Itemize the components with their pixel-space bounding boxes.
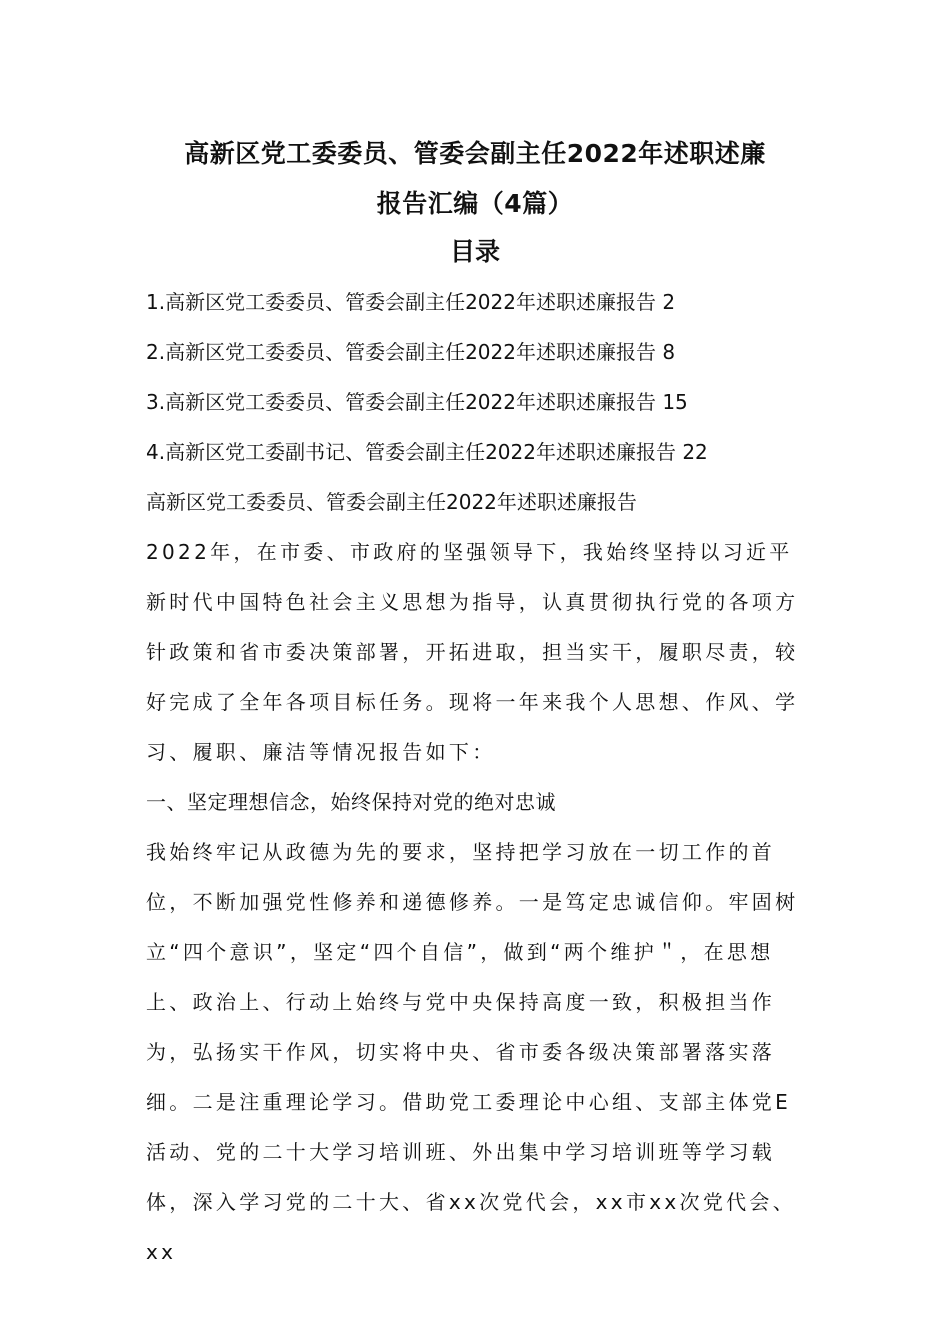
section-heading: 一、坚定理想信念，始终保持对党的绝对忠诚 xyxy=(146,790,556,814)
toc-heading: 目录 xyxy=(449,237,500,266)
document-title-line2: 报告汇编（4篇） xyxy=(376,189,574,218)
article-title: 高新区党工委委员、管委会副主任2022年述职述廉报告 xyxy=(146,490,637,514)
section-paragraph: 我始终牢记从政德为先的要求，坚持把学习放在一切工作的首位，不断加强党性修养和递德修养。一是笃定忠诚信仰。牢固树立“四个意识”，坚定“四个自信”，做到“两个维护＂，在思想上、政治上、行动上始终与党中央保持高度一致，积极担当作为，弘扬实干作风，切实将中央、省市委各级决策部署落实落细。二是注重理论学习。借助党工委理论中心组、支部主体党E活动、党的二十大学习培训班、外出集中学习培训班等学习载体，深入学习党的二十大、省xx次党代会，xx市xx次党代会、xx xyxy=(146,840,799,1264)
toc-item-3[interactable]: 3.高新区党工委委员、管委会副主任2022年述职述廉报告 15 xyxy=(146,390,688,414)
toc-item-4[interactable]: 4.高新区党工委副书记、管委会副主任2022年述职述廉报告 22 xyxy=(146,440,708,464)
toc-item-1[interactable]: 1.高新区党工委委员、管委会副主任2022年述职述廉报告 2 xyxy=(146,290,676,314)
toc-item-2[interactable]: 2.高新区党工委委员、管委会副主任2022年述职述廉报告 8 xyxy=(146,340,676,364)
document-title-line1: 高新区党工委委员、管委会副主任2022年述职述廉 xyxy=(184,139,766,168)
article-body xyxy=(146,527,811,1277)
intro-paragraph: 2022年，在市委、市政府的坚强领导下，我始终坚持以习近平新时代中国特色社会主义思想为指导，认真贯彻执行党的各项方针政策和省市委决策部署，开拓进取，担当实干，履职尽责，较好完成了全年各项目标任务。现将一年来我个人思想、作风、学习、履职、廉洁等情况报告如下： xyxy=(146,540,799,764)
